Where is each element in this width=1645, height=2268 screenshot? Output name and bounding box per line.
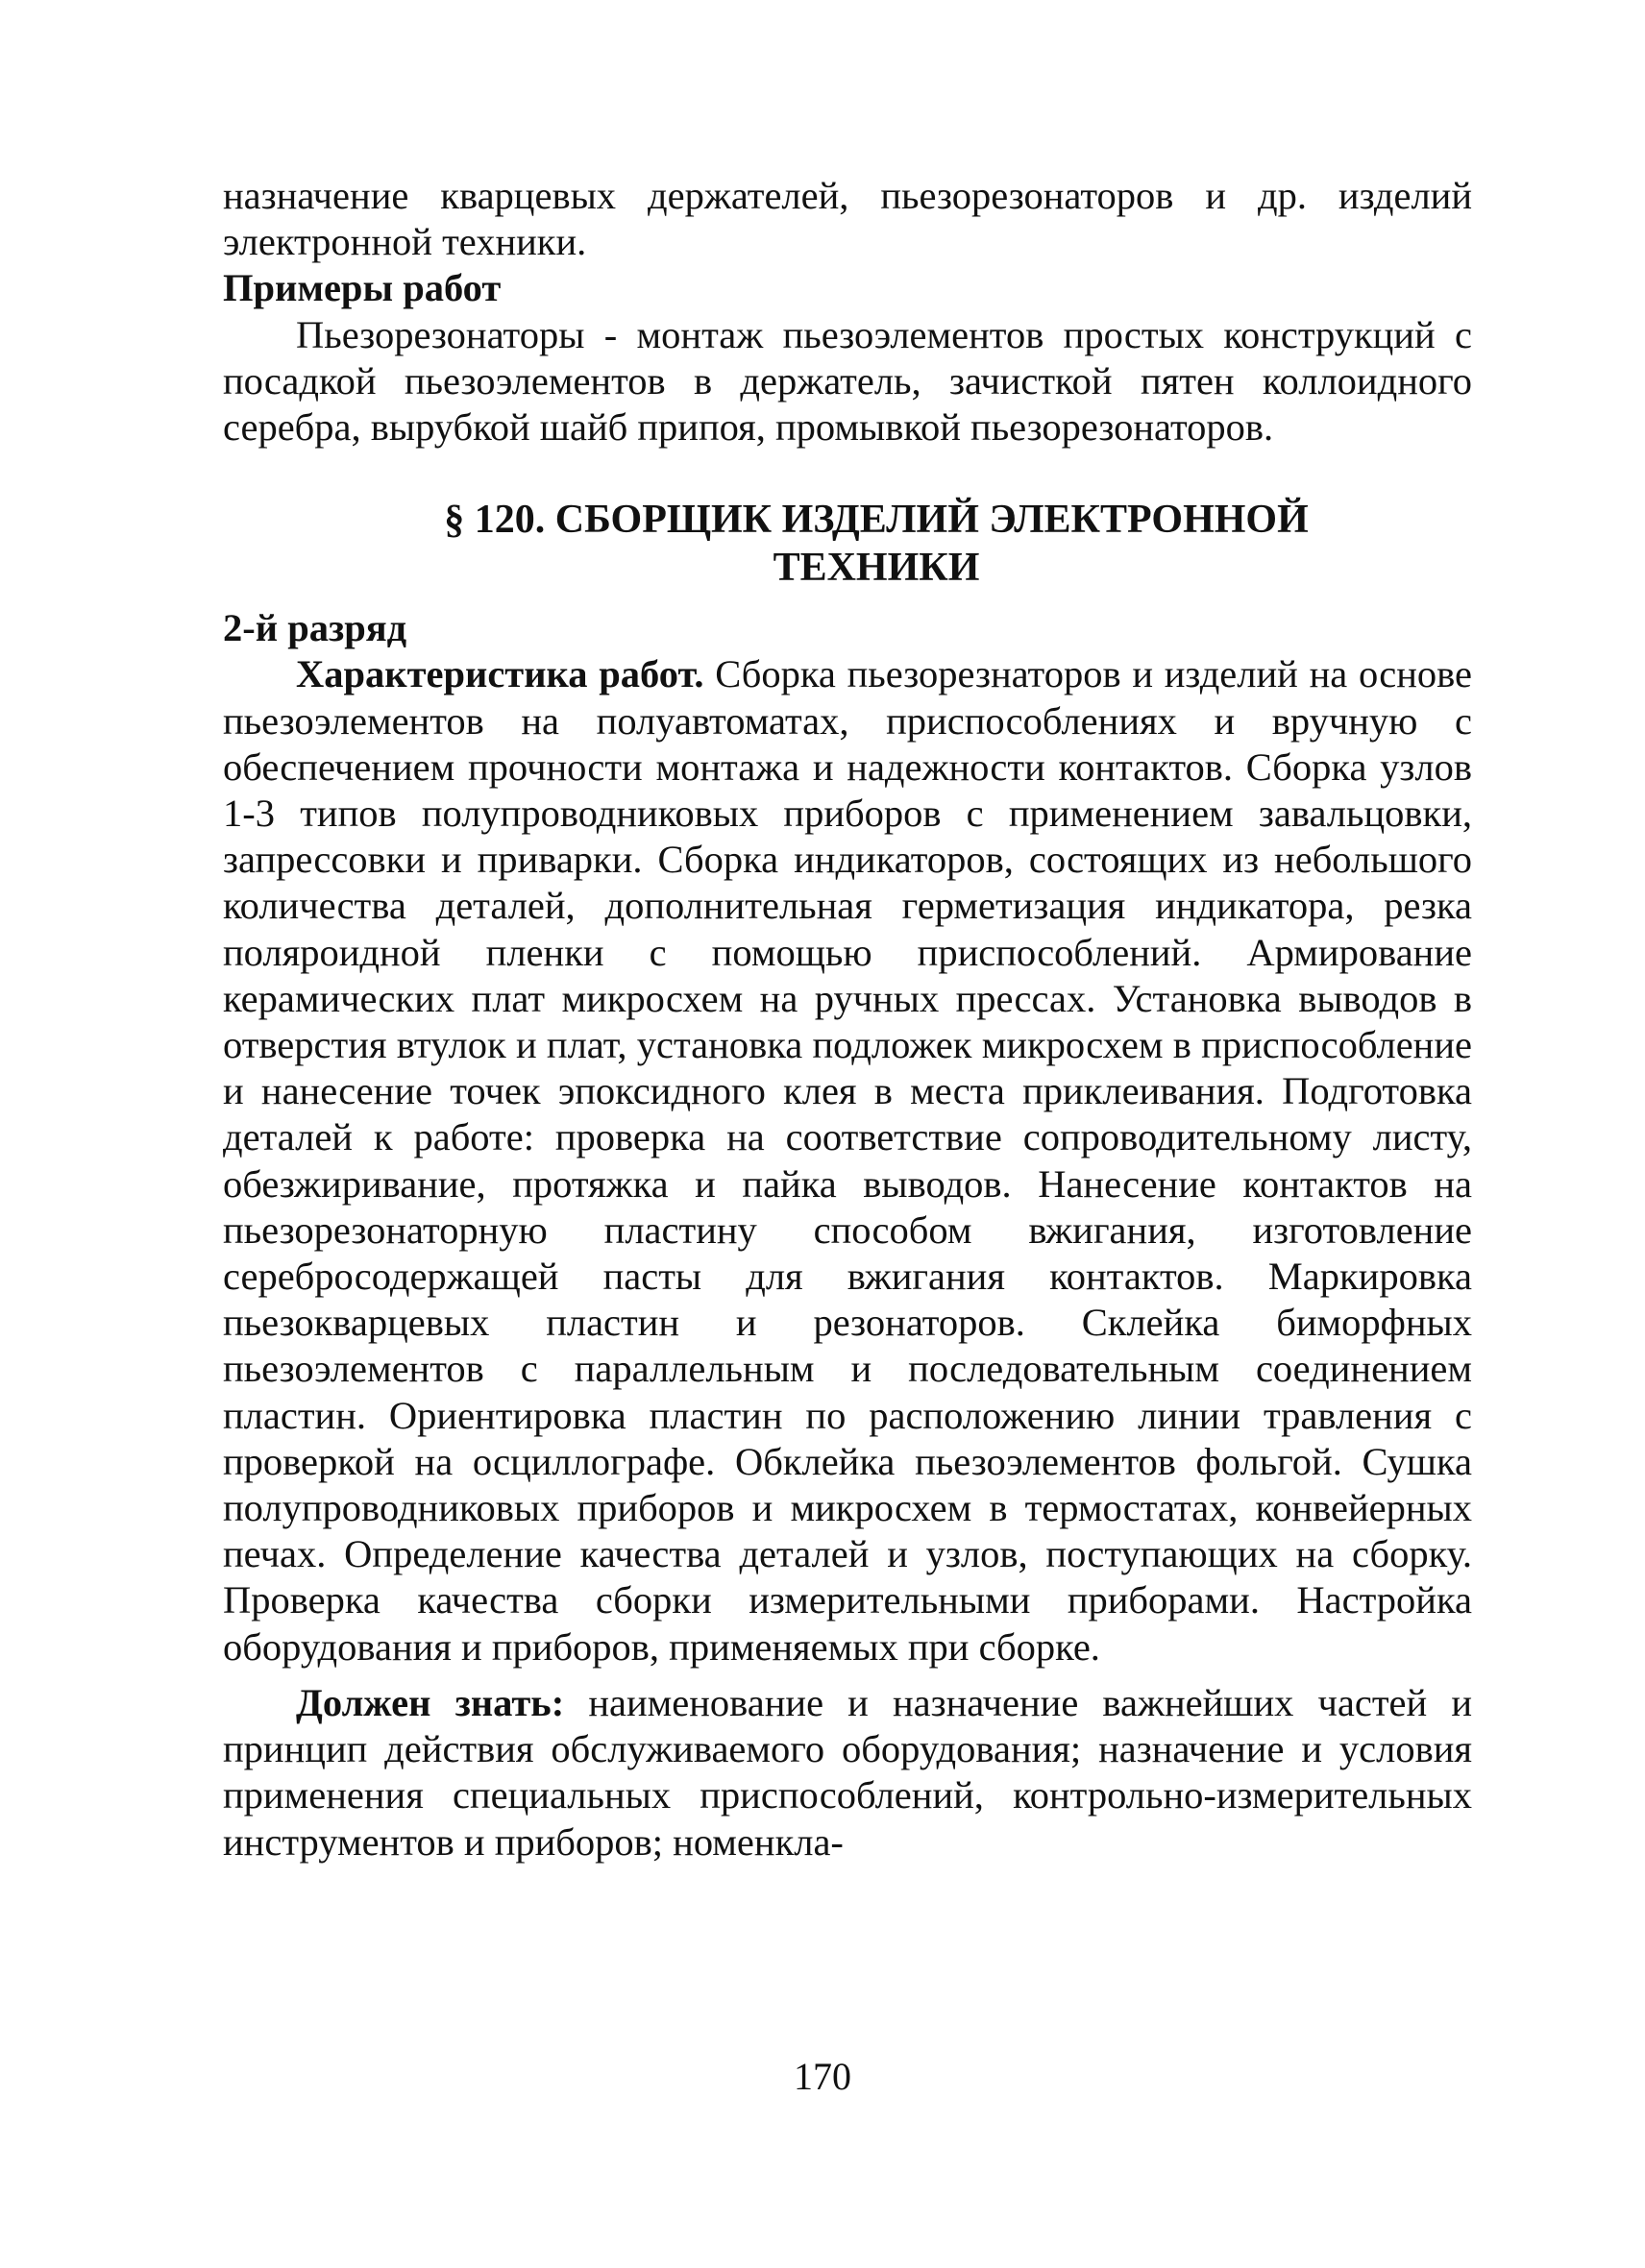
section-title-line-1: § 120. СБОРЩИК ИЗДЕЛИЙ ЭЛЕКТРОННОЙ bbox=[444, 498, 1309, 543]
characteristics-paragraph bbox=[223, 651, 1472, 1670]
characteristics-lead: Характеристика работ. bbox=[296, 652, 704, 696]
characteristics-text: Сборка пьезорезнаторов и изделий на основе пьезоэлементов на полуавтоматах, приспособлениях и вручную с обеспечением прочности монтажа и надежности контактов. Сборка узлов 1-3 типов полупроводниковых приборов с применением завальцовки, запрессовки и приварки. Сборка индикаторов, состоящих из небольшого количества деталей, дополнительная герметизация индикатора, резка поляроидной пленки с помощью приспособлений. Армирование керамических плат микросхем на ручных прессах. Установка выводов в отверстия втулок и плат, установка подложек микросхем в приспособление и нанесение точек эпоксидного клея в места приклеивания. Подготовка деталей к работе: проверка на соответствие сопроводительному листу, обезжиривание, протяжка и пайка выводов. Нанесение контактов на пьезорезонаторную пластину способом вжигания, изготовление серебросодержащей пасты для вжигания контактов. Маркировка пьезокварцевых пластин и резонаторов. Склейка биморфных пьезоэлементов с параллельным и последовательным соединением пластин. Ориентировка пластин по расположению линии травления с проверкой на осциллографе. Обклейка пьезоэлементов фольгой. Сушка полупроводниковых приборов и микросхем в термостатах, конвейерных печах. Определение качества деталей и узлов, поступающих на сборку. Проверка качества сборки измерительными приборами. Настройка оборудования и приборов, применяемых при сборке. bbox=[223, 652, 1473, 1669]
text-column bbox=[223, 173, 1472, 1866]
grade-label: 2-й разряд bbox=[223, 606, 407, 650]
continued-paragraph: назначение кварцевых держателей, пьезорезонаторов и др. изделий электронной техники. bbox=[223, 174, 1472, 264]
section-title-line-2: ТЕХНИКИ bbox=[773, 546, 980, 591]
section-title bbox=[223, 496, 1472, 592]
examples-paragraph: Пьезорезонаторы - монтаж пьезоэлементов простых конструкций с посадкой пьезоэлементов в держатель, зачисткой пятен коллоидного серебра, вырубкой шайб припоя, промывкой пьезорезонаторов. bbox=[223, 312, 1472, 450]
examples-heading: Примеры работ bbox=[223, 266, 502, 310]
must-know-lead: Должен знать: bbox=[296, 1680, 565, 1724]
page-number: 170 bbox=[794, 2055, 851, 2098]
must-know-text: наименование и назначение важнейших частей и принцип действия обслуживаемого оборудования; назначение и условия применения специальных приспособлений, контрольно-измерительных инструментов и приборов; номенкла- bbox=[223, 1680, 1472, 1864]
must-know-paragraph bbox=[223, 1680, 1472, 1866]
